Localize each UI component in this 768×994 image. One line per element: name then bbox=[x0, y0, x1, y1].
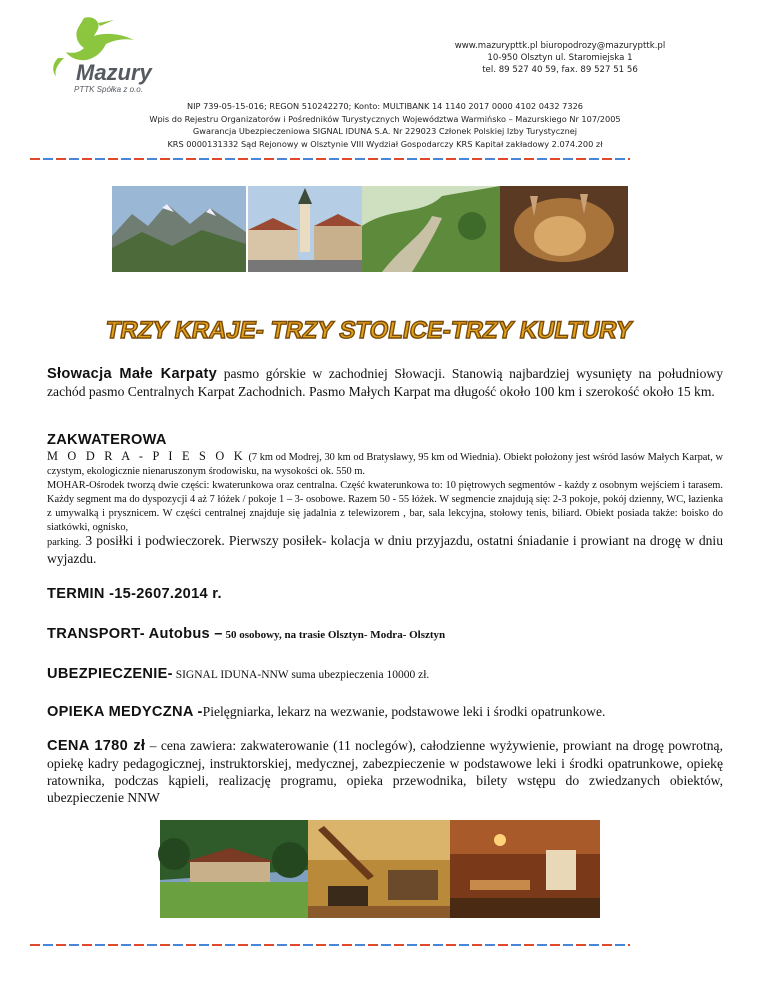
company-logo bbox=[44, 14, 174, 96]
title-banner bbox=[103, 296, 635, 356]
divider-top bbox=[30, 158, 630, 160]
karpaty-section bbox=[47, 365, 723, 400]
photo-lodge-room bbox=[308, 820, 450, 918]
transport-text: 50 osobowy, na trasie Olsztyn- Modra- Olsztyn bbox=[222, 629, 446, 641]
transport-section bbox=[47, 625, 723, 644]
price-text: – cena zawiera: zakwaterowanie (11 noclegów), całodzienne wyżywienie, prowiant na drogę powrotną, opiekę kadry pedagogicznej, instruktorskiej, medycznej, zabezpieczenie w podstawowe leki i środki opatrunkowe, opiekę ratownika, podczas kąpieli, realizację programu, opieka przewodnika, bilety wstępu do zwiedzanych obiektów, ubezpieczenie NNW bbox=[47, 738, 723, 805]
termin-heading: TERMIN -15-2607.2014 r. bbox=[47, 586, 222, 602]
insurance-section bbox=[47, 665, 723, 684]
zakwaterowanie-text1: (7 km od Modrej, 30 km od Bratysławy, 95 km od Wiednia). Obiekt położony jest wśród lasów Małych Karpat, w czystym, ekologicznie nienaruszonym środowisku, na wysokości ok. 550 m. bbox=[47, 452, 723, 477]
registry-line: Wpis do Rejestru Organizatorów i Pośredników Turystycznych Województwa Warmińsko – Mazurskiego Nr 107/2005 bbox=[149, 113, 621, 124]
meals-text: 3 posiłki i podwieczorek. Pierwszy posiłek- kolacja w dniu przyjazdu, ostatni śniadanie i prowiant na drogę w dniu wyjazdu. bbox=[47, 533, 723, 566]
contact-web[interactable]: www.mazurypttk.pl biuropodrozy@mazurypttk.pl bbox=[454, 41, 666, 51]
contact-phone: tel. 89 527 40 59, fax. 89 527 51 56 bbox=[482, 65, 638, 75]
contact-address: 10-950 Olsztyn ul. Staromiejska 1 bbox=[487, 53, 633, 63]
zakwaterowanie-heading: ZAKWATEROWA bbox=[47, 432, 167, 448]
banner-title: TRZY KRAJE- TRZY STOLICE-TRZY KULTURY bbox=[103, 317, 635, 344]
registry-line: NIP 739-05-15-016; REGON 510242270; Konto: MULTIBANK 14 1140 2017 0000 4102 0432 7326 bbox=[186, 101, 584, 111]
insurance-text: SIGNAL IDUNA-NNW suma ubezpieczenia 10000 zł. bbox=[172, 669, 430, 681]
logo-sub: PTTK Spółka z o.o. bbox=[74, 85, 143, 94]
zakwaterowanie-text2: MOHAR-Ośrodek tworzą dwie części: kwaterunkowa oraz centralna. Część kwaterunkowa to: 10 piętrowych segmentów - każdy z osobnym wejściem i tarasem. Każdy segment ma do dyspozycji 4 aż 7 łóżek / pokoje 1 – 3- osobowe. Razem 50 - 55 łóżek. W segmencie znajdują się: 2-3 pokoje, pokój dzienny, WC, łazienka z umywalką i prysznicem. W części centralnej znajduje się jadalnia z telewizorem , bar, sala lekcyjna, stołowy tenis, biliard. Obiekt posiada także: boisko do siatkówki, ognisko, bbox=[47, 480, 723, 533]
insurance-heading: UBEZPIECZENIE- bbox=[47, 666, 173, 682]
transport-heading: TRANSPORT- Autobus – bbox=[47, 626, 223, 642]
photo-lodge-exterior bbox=[160, 820, 308, 918]
photo-forest-trail bbox=[362, 186, 500, 272]
price-heading: CENA 1780 zł bbox=[47, 738, 146, 754]
medical-section bbox=[47, 703, 723, 721]
registry-line: KRS 0000131332 Sąd Rejonowy w Olsztynie VIII Wydział Gospodarczy KRS Kapitał zakładowy 2.074.200 zł bbox=[167, 138, 603, 149]
medical-text: Pielęgniarka, lekarz na wezwanie, podstawowe leki i środki opatrunkowe. bbox=[202, 704, 606, 719]
price-section bbox=[47, 737, 723, 806]
parking-text: parking. bbox=[47, 537, 82, 548]
registry-line: Gwarancja Ubezpieczeniowa SIGNAL IDUNA S.A. Nr 229023 Członek Polskiej Izby Turystycznej bbox=[192, 126, 578, 137]
photo-town bbox=[248, 186, 362, 272]
meals-section bbox=[47, 532, 723, 567]
karpaty-heading: Słowacja Małe Karpaty bbox=[47, 366, 218, 382]
logo-name: Mazury bbox=[76, 60, 152, 85]
photo-cave bbox=[500, 186, 628, 272]
photo-mountains bbox=[112, 186, 246, 272]
medical-heading: OPIEKA MEDYCZNA - bbox=[47, 704, 203, 720]
zakwaterowanie-text bbox=[47, 449, 723, 535]
divider-bottom bbox=[30, 944, 630, 946]
karpaty-text: pasmo górskie w zachodniej Słowacji. Stanowią najbardziej wysunięty na południowy zachód pasmo Centralnych Karpat Zachodnich. Pasmo Małych Karpat ma długość około 100 km i szerokość około 15 km. bbox=[47, 366, 723, 399]
contact-block bbox=[430, 40, 690, 76]
photo-lodge-dining bbox=[450, 820, 600, 918]
place-name: M O D R A - P I E S O K bbox=[47, 449, 246, 463]
registry-block bbox=[60, 100, 710, 150]
